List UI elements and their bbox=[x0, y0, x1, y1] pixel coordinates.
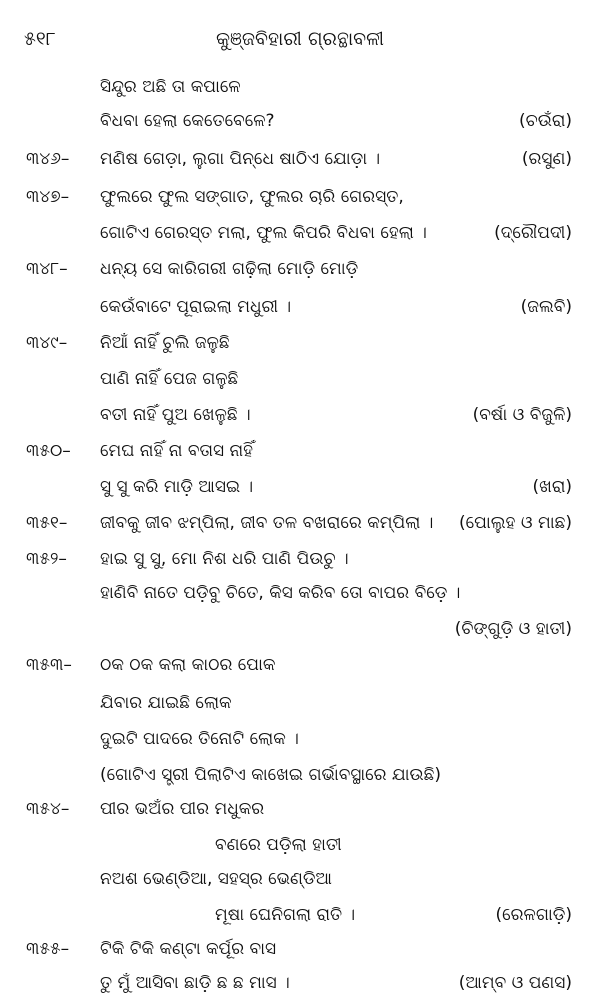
riddle-text: (ଗୋଟିଏ ସ୍ତ୍ରୀ ପିଲାଟିଏ କାଖେଇ ଗର୍ଭାବସ୍ଥାରେ ଯାଉଛି) bbox=[100, 765, 442, 785]
riddle-line bbox=[0, 106, 600, 136]
riddle-text: ନିଆଁ ନାହିଁ ଚୁଲି ଜଳୁଛି bbox=[100, 333, 230, 353]
riddle-text: ମଣିଷ ଗେଡ଼ା, ଲୁଗା ପିନ୍ଧେ ଷାଠିଏ ଯୋଡ଼ା । bbox=[100, 149, 381, 169]
riddle-number: ୩୫୩– bbox=[26, 655, 72, 675]
riddle-line bbox=[0, 794, 600, 824]
riddle-text: ସୁ ସୁ କରି ମାଡ଼ି ଆସଇ । bbox=[100, 477, 254, 497]
riddle-text: ତୁ ମୁଁ ଆସିବା ଛାଡ଼ି ଛ ଛ ମାସ । bbox=[100, 973, 290, 993]
riddle-text: ଜୀବକୁ ଜୀବ ଝମ୍ପିଲା, ଜୀବ ତଳ ବଖରାରେ କମ୍ପିଲା । bbox=[100, 513, 434, 533]
riddle-answer: (ଦ୍ରୌପଦୀ) bbox=[494, 223, 572, 243]
riddle-answer: (ରସୁଣ) bbox=[521, 149, 572, 169]
riddle-number: ୩୫୪– bbox=[26, 799, 70, 819]
riddle-text: ହାଇ ସୁ ସୁ, ମୋ ନିଶ ଧରି ପାଣି ପିଉଚୁ । bbox=[100, 549, 349, 569]
riddle-number: ୩୪୬– bbox=[26, 149, 70, 169]
riddle-answer: (ଚଉଁରା) bbox=[518, 111, 572, 131]
book-title: କୁଞ୍ଜବିହାରୀ ଗ୍ରନ୍ଥାବଳୀ bbox=[215, 28, 385, 50]
riddle-text: ପାଣି ନାହିଁ ପେଜ ଗଳୁଛି bbox=[100, 369, 239, 389]
riddle-text: ଫୁଲରେ ଫୁଲ ସଙ୍ଗାତ, ଫୁଲର ଚାରି ଗେରସ୍ତ, bbox=[100, 187, 404, 207]
riddle-text: ପୀର ଭଅଁର ପୀର ମଧୁକର bbox=[100, 799, 265, 819]
riddle-text: ଯିବାର ଯାଇଛି ଲୋକ bbox=[100, 693, 232, 713]
riddle-line bbox=[0, 328, 600, 358]
riddle-number: ୩୪୮– bbox=[26, 259, 68, 279]
riddle-line bbox=[0, 968, 600, 998]
page-header bbox=[24, 28, 576, 58]
riddle-line bbox=[0, 364, 600, 394]
riddle-answer: (ଆମ୍ବ ଓ ପଣସ) bbox=[458, 973, 572, 993]
riddle-text: ଧନ୍ୟ ସେ କାରିଗରୀ ଗଢ଼ିଲା ମୋଡ଼ି ମୋଡ଼ି bbox=[100, 259, 359, 279]
riddle-line bbox=[0, 830, 600, 860]
riddle-answer: (ଖରା) bbox=[532, 477, 572, 497]
riddle-line bbox=[0, 144, 600, 174]
riddle-line bbox=[0, 400, 600, 430]
riddle-line bbox=[0, 182, 600, 212]
riddle-line bbox=[0, 864, 600, 894]
riddle-text: ଦୁଇଟି ପାଦରେ ତିନୋଟି ଲୋକ । bbox=[100, 729, 299, 749]
page-number: ୫୧୮ bbox=[24, 28, 56, 50]
riddle-line bbox=[0, 544, 600, 574]
riddle-line bbox=[0, 900, 600, 930]
riddle-answer: (ଜଲବି) bbox=[520, 297, 572, 317]
riddle-answer: (ରେଳଗାଡ଼ି) bbox=[495, 905, 572, 925]
riddle-number: ୩୪୭– bbox=[26, 187, 70, 207]
riddle-text: ମେଘ ନାହିଁ ନା ବତାସ ନାହିଁ bbox=[100, 441, 254, 461]
riddle-line bbox=[0, 578, 600, 608]
riddle-line bbox=[0, 508, 600, 538]
riddle-answer: (ବର୍ଷା ଓ ବିଜୁଳି) bbox=[472, 405, 572, 425]
riddle-text: ବତୀ ନାହିଁ ପୁଅ ଖେଳୁଛି । bbox=[100, 405, 251, 425]
riddle-text: ଠକ ଠକ କଲା କାଠର ପୋକ bbox=[100, 655, 276, 675]
riddle-text: ନଅଶ ଭେଣ୍ଡିଆ, ସହସ୍ର ଭେଣ୍ଡିଆ bbox=[100, 869, 332, 889]
riddle-text: ହାଣିବି ନାତେ ପଡ଼ିବୁ ଚିତେ, କିସ କରିବ ତୋ ବାପର ବିଡ଼େ । bbox=[100, 583, 461, 603]
riddle-line bbox=[0, 724, 600, 754]
riddle-text: ମୂଷା ଘେନିଗଲା ରାତି । bbox=[215, 905, 356, 925]
riddle-line bbox=[0, 614, 600, 644]
riddle-line bbox=[0, 760, 600, 790]
riddle-number: ୩୫୨– bbox=[26, 549, 67, 569]
riddle-line bbox=[0, 254, 600, 284]
riddle-text: ଗୋଟିଏ ଗେରସ୍ତ ମଲା, ଫୁଲ କିପରି ବିଧବା ହେଲା । bbox=[100, 223, 427, 243]
riddle-line bbox=[0, 934, 600, 964]
riddle-line bbox=[0, 218, 600, 248]
riddle-answer: (ପୋଲୁହ ଓ ମାଛ) bbox=[459, 513, 572, 533]
riddle-number: ୩୫୦– bbox=[26, 441, 71, 461]
riddle-line bbox=[0, 650, 600, 680]
riddle-line bbox=[0, 472, 600, 502]
riddle-number: ୩୫୧– bbox=[26, 513, 68, 533]
riddle-line bbox=[0, 292, 600, 322]
riddle-text: ସିନ୍ଦୁର ଅଛି ତା କପାଳେ bbox=[100, 77, 241, 97]
riddle-text: ବିଧବା ହେଲା କେତେବେଳେ? bbox=[100, 111, 275, 131]
riddle-number: ୩୪୯– bbox=[26, 333, 68, 353]
riddle-text: ବଣରେ ପଡ଼ିଲା ହାତୀ bbox=[215, 835, 342, 855]
riddle-text: କେଉଁବାଟେ ପୂରାଇଲା ମଧୁରୀ । bbox=[100, 297, 292, 317]
riddle-number: ୩୫୫– bbox=[26, 939, 70, 959]
riddle-text: ଟିକି ଟିକି କଣ୍ଟା କର୍ପୂର ବାସ bbox=[100, 939, 277, 959]
riddle-line bbox=[0, 688, 600, 718]
riddle-line bbox=[0, 436, 600, 466]
riddle-answer: (ଚିଙ୍ଗୁଡ଼ି ଓ ହାତୀ) bbox=[454, 619, 572, 639]
riddle-line bbox=[0, 72, 600, 102]
